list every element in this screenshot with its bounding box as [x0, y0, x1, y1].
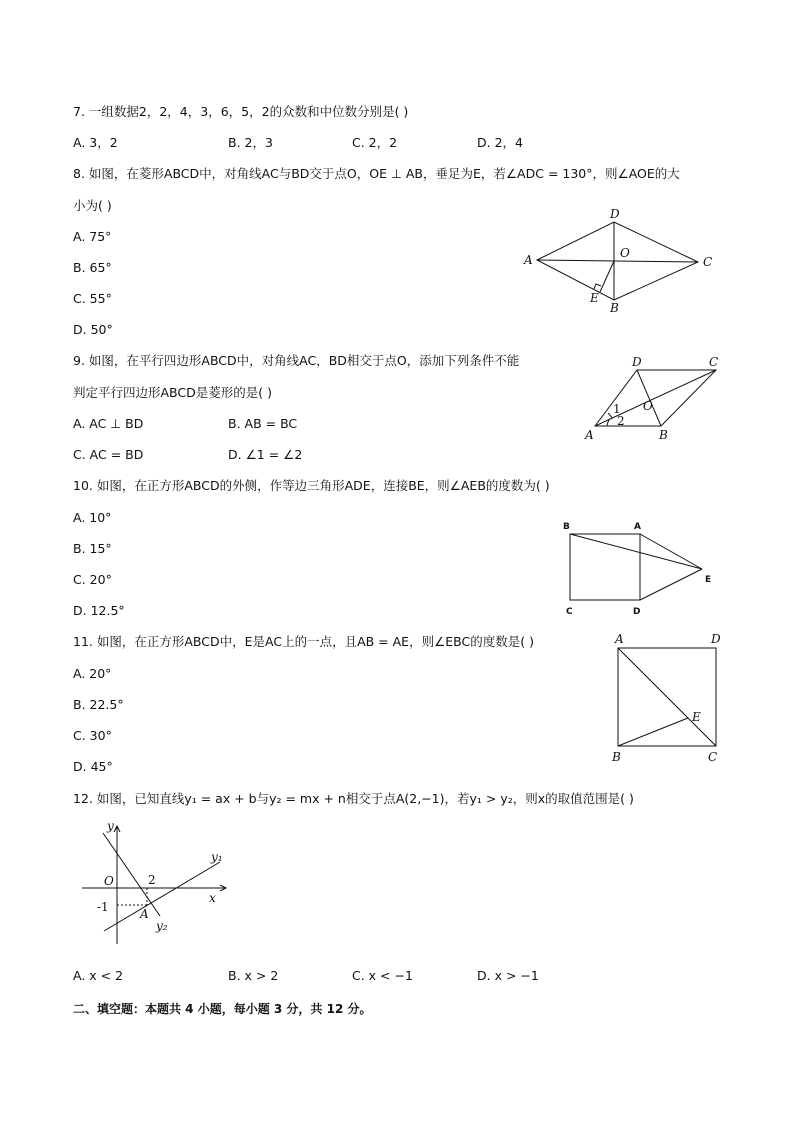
- q8-option-c: C. 55°: [73, 291, 112, 306]
- q8-option-a: A. 75°: [73, 229, 112, 244]
- q12-option-b: B. x > 2: [228, 968, 279, 983]
- q11-option-a: A. 20°: [73, 666, 112, 681]
- q10-option-b: B. 15°: [73, 541, 112, 556]
- section-2-heading: 二、填空题：本题共 4 小题，每小题 3 分，共 12 分。: [73, 1002, 372, 1016]
- q8-stem-line1: 8. 如图，在菱形ABCD中，对角线AC与BD交于点O，OE ⊥ AB，垂足为E，若∠ADC = 130°，则∠AOE的大: [73, 166, 680, 181]
- q10-stem: 10. 如图，在正方形ABCD的外侧，作等边三角形ADE，连接BE，则∠AEB的度数为( ): [73, 478, 550, 493]
- q12-label-y: y: [107, 819, 114, 833]
- q9-stem-line1: 9. 如图，在平行四边形ABCD中，对角线AC，BD相交于点O，添加下列条件不能: [73, 353, 520, 368]
- q12-option-c: C. x < −1: [352, 968, 413, 983]
- q9-label-c: C: [709, 355, 719, 369]
- q10-label-a: A: [634, 522, 641, 532]
- q8-label-o: O: [620, 246, 630, 260]
- q11-stem: 11. 如图，在正方形ABCD中，E是AC上的一点，且AB = AE，则∠EBC的度数是( ): [73, 634, 534, 649]
- q11-label-a: A: [615, 632, 624, 646]
- q9-option-d: D. ∠1 = ∠2: [228, 447, 303, 462]
- q10-option-a: A. 10°: [73, 510, 112, 525]
- q12-stem: 12. 如图，已知直线y₁ = ax + b与y₂ = mx + n相交于点A(2,−1)，若y₁ > y₂，则x的取值范围是( ): [73, 791, 634, 806]
- q12-option-d: D. x > −1: [477, 968, 539, 983]
- q12-label-x: x: [209, 891, 216, 905]
- q9-option-c: C. AC = BD: [73, 447, 144, 462]
- q12-label-o: O: [104, 874, 114, 888]
- q10-label-d: D: [633, 607, 641, 617]
- q8-option-d: D. 50°: [73, 322, 113, 337]
- q9-label-o: O: [643, 399, 653, 413]
- q7-option-a: A. 3，2: [73, 135, 118, 150]
- q7-option-d: D. 2，4: [477, 135, 523, 150]
- q11-label-d: D: [711, 632, 721, 646]
- q8-option-b: B. 65°: [73, 260, 112, 275]
- q7-option-c: C. 2，2: [352, 135, 398, 150]
- q9-label-a: A: [585, 428, 594, 442]
- q12-label-y2: y₂: [156, 919, 168, 933]
- q8-label-b: B: [610, 301, 619, 315]
- q10-label-e: E: [705, 575, 712, 585]
- q9-label-2: 2: [617, 414, 625, 428]
- q9-label-1: 1: [613, 402, 621, 416]
- q9-stem-line2: 判定平行四边形ABCD是菱形的是( ): [73, 385, 272, 400]
- q7-option-b: B. 2，3: [228, 135, 273, 150]
- q11-option-d: D. 45°: [73, 759, 113, 774]
- q9-label-d: D: [632, 355, 642, 369]
- q11-label-b: B: [612, 750, 621, 764]
- q12-label-a: A: [140, 907, 149, 921]
- q10-option-c: C. 20°: [73, 572, 112, 587]
- q8-label-a: A: [524, 253, 533, 267]
- q8-label-d: D: [610, 207, 620, 221]
- q10-option-d: D. 12.5°: [73, 603, 125, 618]
- q7-stem: 7. 一组数据2，2，4，3，6，5，2的众数和中位数分别是( ): [73, 104, 409, 119]
- q12-label-y1: y₁: [211, 850, 223, 864]
- q12-label-neg1: -1: [97, 900, 109, 914]
- q10-label-b: B: [563, 522, 570, 532]
- q11-option-b: B. 22.5°: [73, 697, 124, 712]
- q9-option-b: B. AB = BC: [228, 416, 298, 431]
- q11-label-c: C: [708, 750, 718, 764]
- q8-label-e: E: [590, 291, 599, 305]
- q12-option-a: A. x < 2: [73, 968, 124, 983]
- q10-label-c: C: [566, 607, 573, 617]
- q9-label-b: B: [659, 428, 668, 442]
- q12-label-2: 2: [148, 873, 156, 887]
- q9-option-a: A. AC ⊥ BD: [73, 416, 144, 431]
- q11-option-c: C. 30°: [73, 728, 112, 743]
- q8-label-c: C: [703, 255, 713, 269]
- q8-stem-line2: 小为( ): [73, 198, 112, 213]
- q11-label-e: E: [692, 710, 701, 724]
